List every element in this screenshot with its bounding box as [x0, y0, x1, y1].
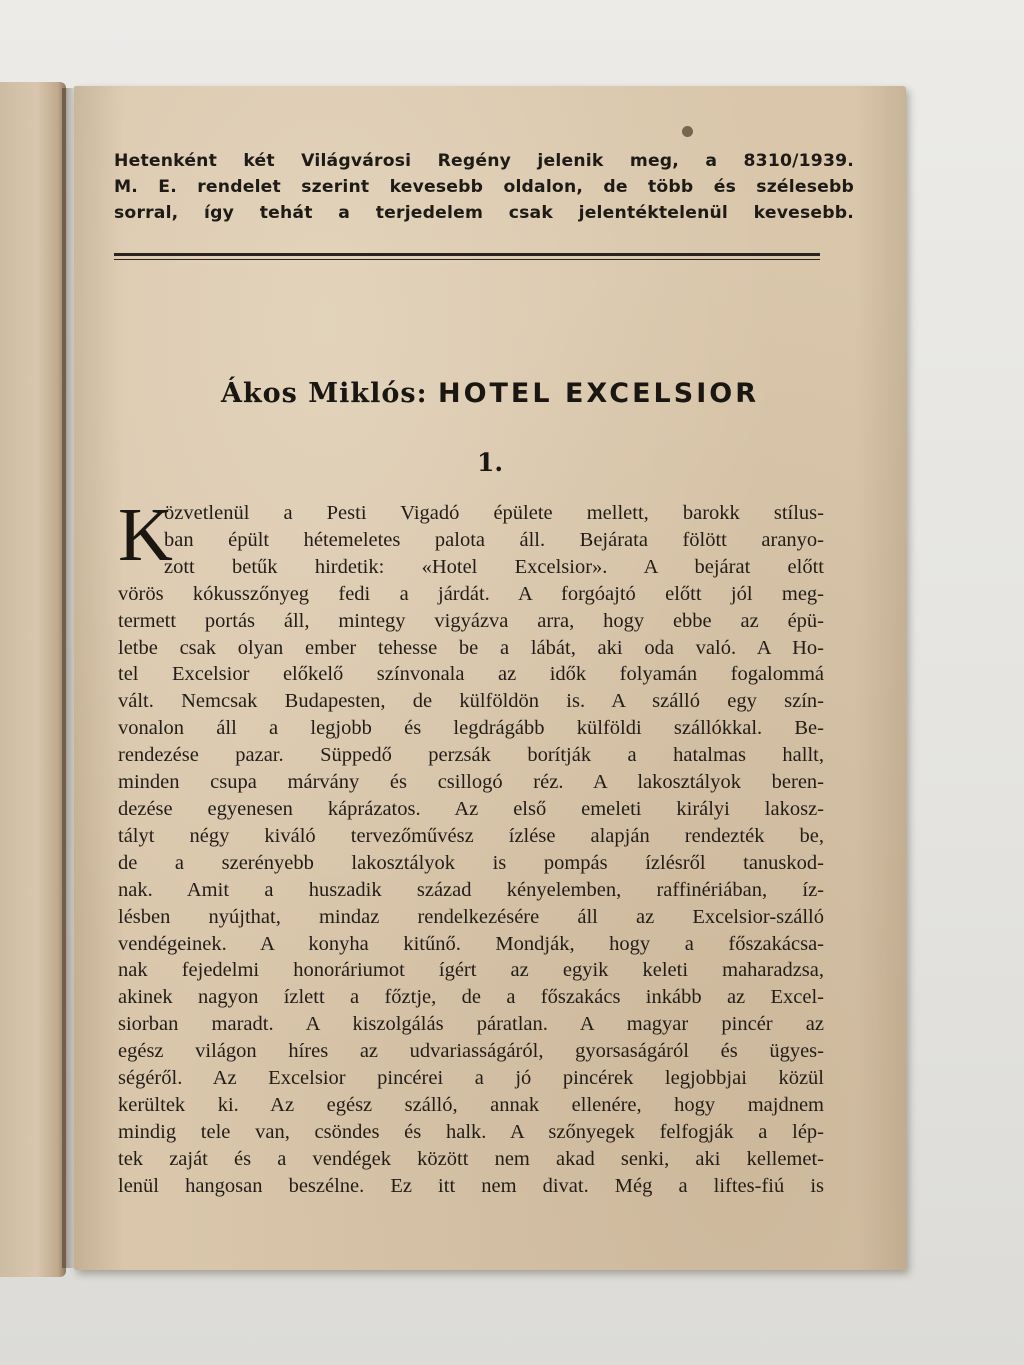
- text-line: zott betűk hirdetik: «Hotel Excelsior». A bejárat előtt: [164, 555, 824, 578]
- book-title: HOTEL EXCELSIOR: [437, 378, 759, 409]
- text-line: vonalon áll a legjobb és legdrágább külföldi szállókkal. Be-: [118, 717, 824, 740]
- body-text: [118, 493, 824, 1200]
- text-line: dezése egyenesen káprázatos. Az első emeleti királyi lakosz-: [118, 797, 824, 820]
- text-line: akinek nagyon ízlett a főztje, de a főszakács inkább az Excel-: [118, 986, 824, 1009]
- text-line: nak. Amit a huszadik század kényelemben, raffinériában, íz-: [118, 878, 824, 901]
- text-line: termett portás áll, mintegy vigyázva arra, hogy ebbe az épü-: [118, 609, 824, 632]
- text-line: siorban maradt. A kiszolgálás páratlan. A magyar pincér az: [118, 1013, 824, 1036]
- text-line: kerültek ki. Az egész szálló, annak ellenére, hogy majdnem: [118, 1093, 824, 1116]
- text-line: lenül hangosan beszélne. Ez itt nem divat. Még a liftes-fiú is: [118, 1174, 824, 1197]
- text-line: tályt négy kiváló tervezőművész ízlése alapján rendezték be,: [118, 824, 824, 847]
- text-line: letbe csak olyan ember tehesse be a lábát, aki oda való. A Ho-: [118, 636, 824, 659]
- author-name: Ákos Miklós:: [221, 378, 428, 409]
- text-line: rendezése pazar. Süppedő perzsák borítják a hatalmas hallt,: [118, 744, 824, 767]
- text-line: tel Excelsior előkelő színvonala az idők folyamán fogalommá: [118, 663, 824, 686]
- notice-divider-thin: [114, 259, 820, 260]
- chapter-number: 1.: [476, 448, 504, 477]
- text-line: özvetlenül a Pesti Vigadó épülete mellett, barokk stílus-: [164, 502, 824, 524]
- notice-line: sorral, így tehát a terjedelem csak jelentéktelenül kevesebb.: [114, 203, 854, 223]
- text-line: vendégeinek. A konyha kitűnő. Mondják, hogy a főszakácsa-: [118, 932, 824, 955]
- ink-spot: [682, 126, 693, 137]
- book-page: [74, 86, 906, 1270]
- text-line: ségéről. Az Excelsior pincérei a jó pincérek legjobbjai közül: [118, 1067, 824, 1090]
- text-line: ban épült hétemeletes palota áll. Bejárata fölött aranyo-: [164, 528, 824, 551]
- text-line: minden csupa márvány és csillogó réz. A lakosztályok beren-: [118, 771, 824, 794]
- page-title: [74, 378, 906, 409]
- notice-line: Hetenként két Világvárosi Regény jelenik meg, a 8310/1939.: [114, 151, 854, 171]
- text-line: egész világon híres az udvariasságáról, gyorsaságáról és ügyes-: [118, 1040, 824, 1063]
- text-line: mindig tele van, csöndes és halk. A szőnyegek felfogják a lép-: [118, 1120, 824, 1143]
- notice-divider: [114, 253, 820, 256]
- text-line: de a szerényebb lakosztályok is pompás ízlésről tanuskod-: [118, 851, 824, 874]
- text-line: lésben nyújthat, mindaz rendelkezésére áll az Excelsior-szálló: [118, 905, 824, 928]
- text-line: nak fejedelmi honoráriumot ígért az egyik keleti maharadzsa,: [118, 959, 824, 982]
- notice-line: M. E. rendelet szerint kevesebb oldalon, de több és szélesebb: [114, 177, 854, 197]
- text-line: vörös kókusszőnyeg fedi a járdát. A forgóajtó előtt jól meg-: [118, 582, 824, 605]
- left-page-edge: [0, 82, 66, 1277]
- publication-notice: [114, 148, 854, 226]
- text-line: tek zaját és a vendégek között nem akad senki, aki kellemet-: [118, 1147, 824, 1170]
- text-line: vált. Nemcsak Budapesten, de külföldön is. A szálló egy szín-: [118, 690, 824, 713]
- drop-cap: K: [118, 493, 173, 577]
